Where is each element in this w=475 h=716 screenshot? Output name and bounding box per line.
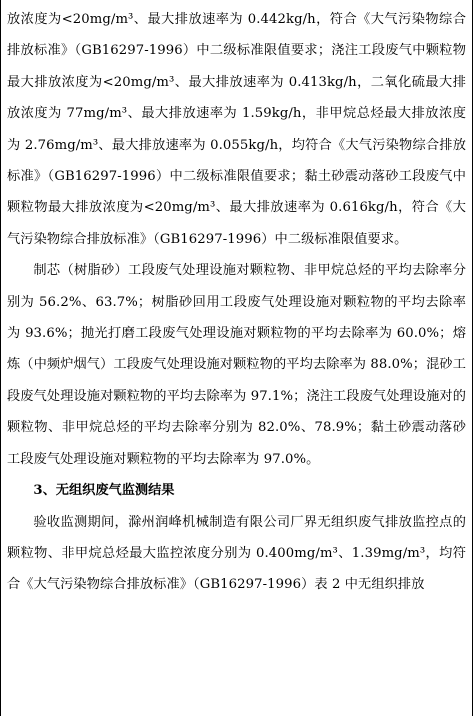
paragraph-organized-emission-results: 放浓度为<20mg/m³、最大排放速率为 0.442kg/h，符合《大气污染物综合排放标准》（GB16297-1996）中二级标准限值要求；浇注工段废气中颗粒物最大排放浓度为<20mg/m³、最大排放速率为 0.413kg/h，二氧化硫最大排放浓度为 77mg/m³、最大排放速率为 1.59kg/h，非甲烷总烃最大排放浓度为 2.76mg/m³、最大排放速率为 0.055kg/h，均符合《大气污染物综合排放标准》（GB16297-1996）中二级标准限值要求；黏土砂震动落砂工段废气中颗粒物最大排放浓度为<20mg/m³、最大排放速率为 0.616kg/h，符合《大气污染物综合排放标准》（GB16297-1996）中二级标准限值要求。	[7, 12, 466, 247]
section-heading-fugitive-emission: 3、无组织废气监测结果	[33, 483, 175, 499]
paragraph-fugitive-emission-results: 验收监测期间，滁州润峰机械制造有限公司厂界无组织废气排放监控点的颗粒物、非甲烷总烃最大监控浓度分别为 0.400mg/m³、1.39mg/m³，均符合《大气污染物综合排放标准》（GB16297-1996）表 2 中无组织排放	[7, 514, 466, 593]
document-body	[7, 4, 466, 601]
paragraph-removal-efficiency: 制芯（树脂砂）工段废气处理设施对颗粒物、非甲烷总烃的平均去除率分别为 56.2%、63.7%；树脂砂回用工段废气处理设施对颗粒物的平均去除率为 93.6%；抛光打磨工段废气处理设施对颗粒物的平均去除率为 60.0%；熔炼（中频炉烟气）工段废气处理设施对颗粒物的平均去除率为 88.0%；混砂工段废气处理设施对颗粒物的平均去除率为 97.1%；浇注工段废气处理设施对的颗粒物、非甲烷总烃的平均去除率分别为 82.0%、78.9%；黏土砂震动落砂工段废气处理设施对颗粒物的平均去除率为 97.0%。	[7, 263, 466, 467]
